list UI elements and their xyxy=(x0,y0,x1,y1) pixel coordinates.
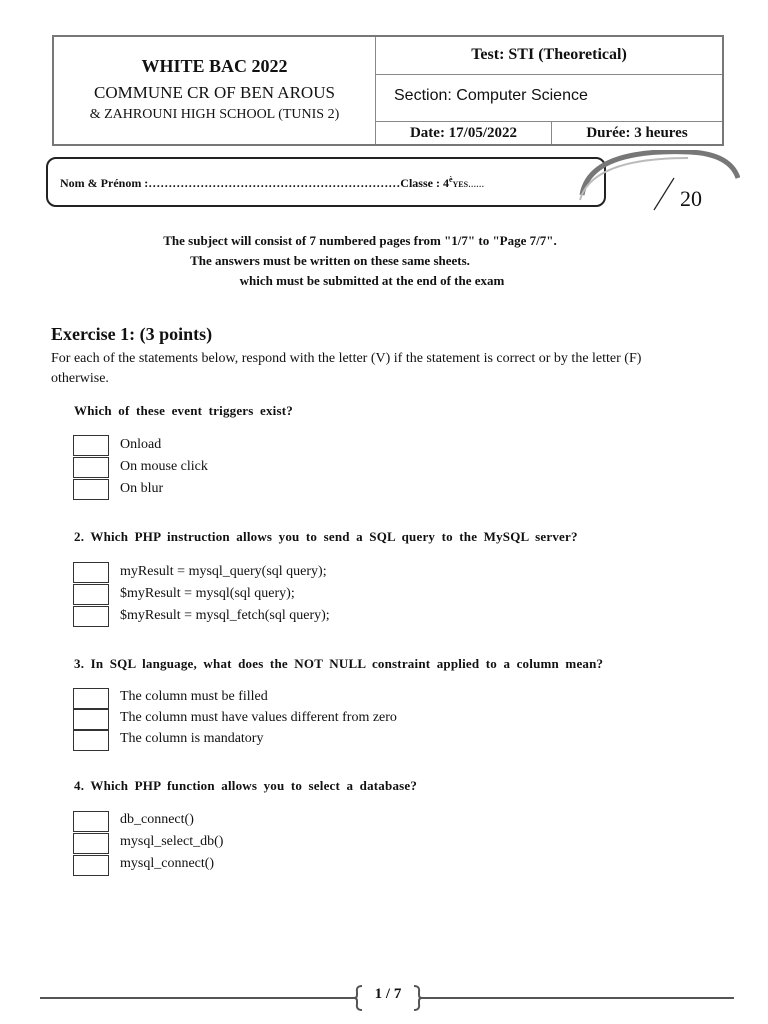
question-1: Which of these event triggers exist? xyxy=(74,403,293,418)
exam-date: Date: 17/05/2022 xyxy=(409,125,518,141)
section-label: Section: Computer Science xyxy=(394,87,588,104)
instruction-line-1: The subject will consist of 7 numbered pages from "1/7" to "Page 7/7". xyxy=(163,233,557,248)
option-label: mysql_select_db() xyxy=(120,834,224,849)
exam-title: WHITE BAC 2022 xyxy=(141,56,288,76)
answer-box[interactable] xyxy=(73,811,109,832)
test-title: Test: STI (Theoretical) xyxy=(471,46,627,63)
option-label: myResult = mysql_query(sql query); xyxy=(120,564,327,579)
option-label: $myResult = mysql(sql query); xyxy=(120,586,295,601)
option-label: Onload xyxy=(120,437,162,452)
score-arc-graphic xyxy=(570,150,740,230)
answer-box[interactable] xyxy=(73,562,109,583)
option-label: The column must have values different from zero xyxy=(120,710,397,725)
question-3: 3. In SQL language, what does the NOT NULL constraint applied to a column mean? xyxy=(74,656,604,671)
question-2: 2. Which PHP instruction allows you to send a SQL query to the MySQL server? xyxy=(74,529,578,544)
option-label: On mouse click xyxy=(120,459,208,474)
answer-box[interactable] xyxy=(73,855,109,876)
answer-box[interactable] xyxy=(73,479,109,500)
answer-box[interactable] xyxy=(73,730,109,751)
option-label: The column is mandatory xyxy=(120,731,264,746)
answer-box[interactable] xyxy=(73,709,109,730)
answer-box[interactable] xyxy=(73,606,109,627)
option-label: $myResult = mysql_fetch(sql query); xyxy=(120,608,330,623)
instruction-line-2: The answers must be written on these same sheets. xyxy=(190,253,470,268)
answer-box[interactable] xyxy=(73,435,109,456)
footer-rule-right xyxy=(420,997,734,999)
header-table xyxy=(52,35,724,146)
option-label: On blur xyxy=(120,481,164,496)
question-4: 4. Which PHP function allows you to select a database? xyxy=(74,778,418,793)
exercise-description: For each of the statements below, respond with the letter (V) if the statement is correct or by the letter (F) otherwise. xyxy=(51,351,642,386)
footer-rule-left xyxy=(40,997,356,999)
option-label: The column must be filled xyxy=(120,689,268,704)
answer-box[interactable] xyxy=(73,584,109,605)
exam-duration: Durée: 3 heures xyxy=(586,125,688,141)
instruction-line-3: which must be submitted at the end of the exam xyxy=(239,273,505,288)
school-line-1: COMMUNE CR OF BEN AROUS xyxy=(94,83,335,102)
page-number: 1 / 7 xyxy=(374,986,402,1002)
answer-box[interactable] xyxy=(73,833,109,854)
option-label: mysql_connect() xyxy=(120,856,215,871)
option-label: db_connect() xyxy=(120,812,194,827)
student-info-box xyxy=(46,157,606,207)
answer-box[interactable] xyxy=(73,688,109,709)
score-total: 20 xyxy=(680,186,702,211)
answer-box[interactable] xyxy=(73,457,109,478)
school-line-2: & ZAHROUNI HIGH SCHOOL (TUNIS 2) xyxy=(89,107,340,122)
exercise-title: Exercise 1: (3 points) xyxy=(51,324,213,344)
student-name-field[interactable]: Nom & Prénom :………………………………………………………Classe : $4^èYES\dots\dots$ xyxy=(60,175,485,190)
